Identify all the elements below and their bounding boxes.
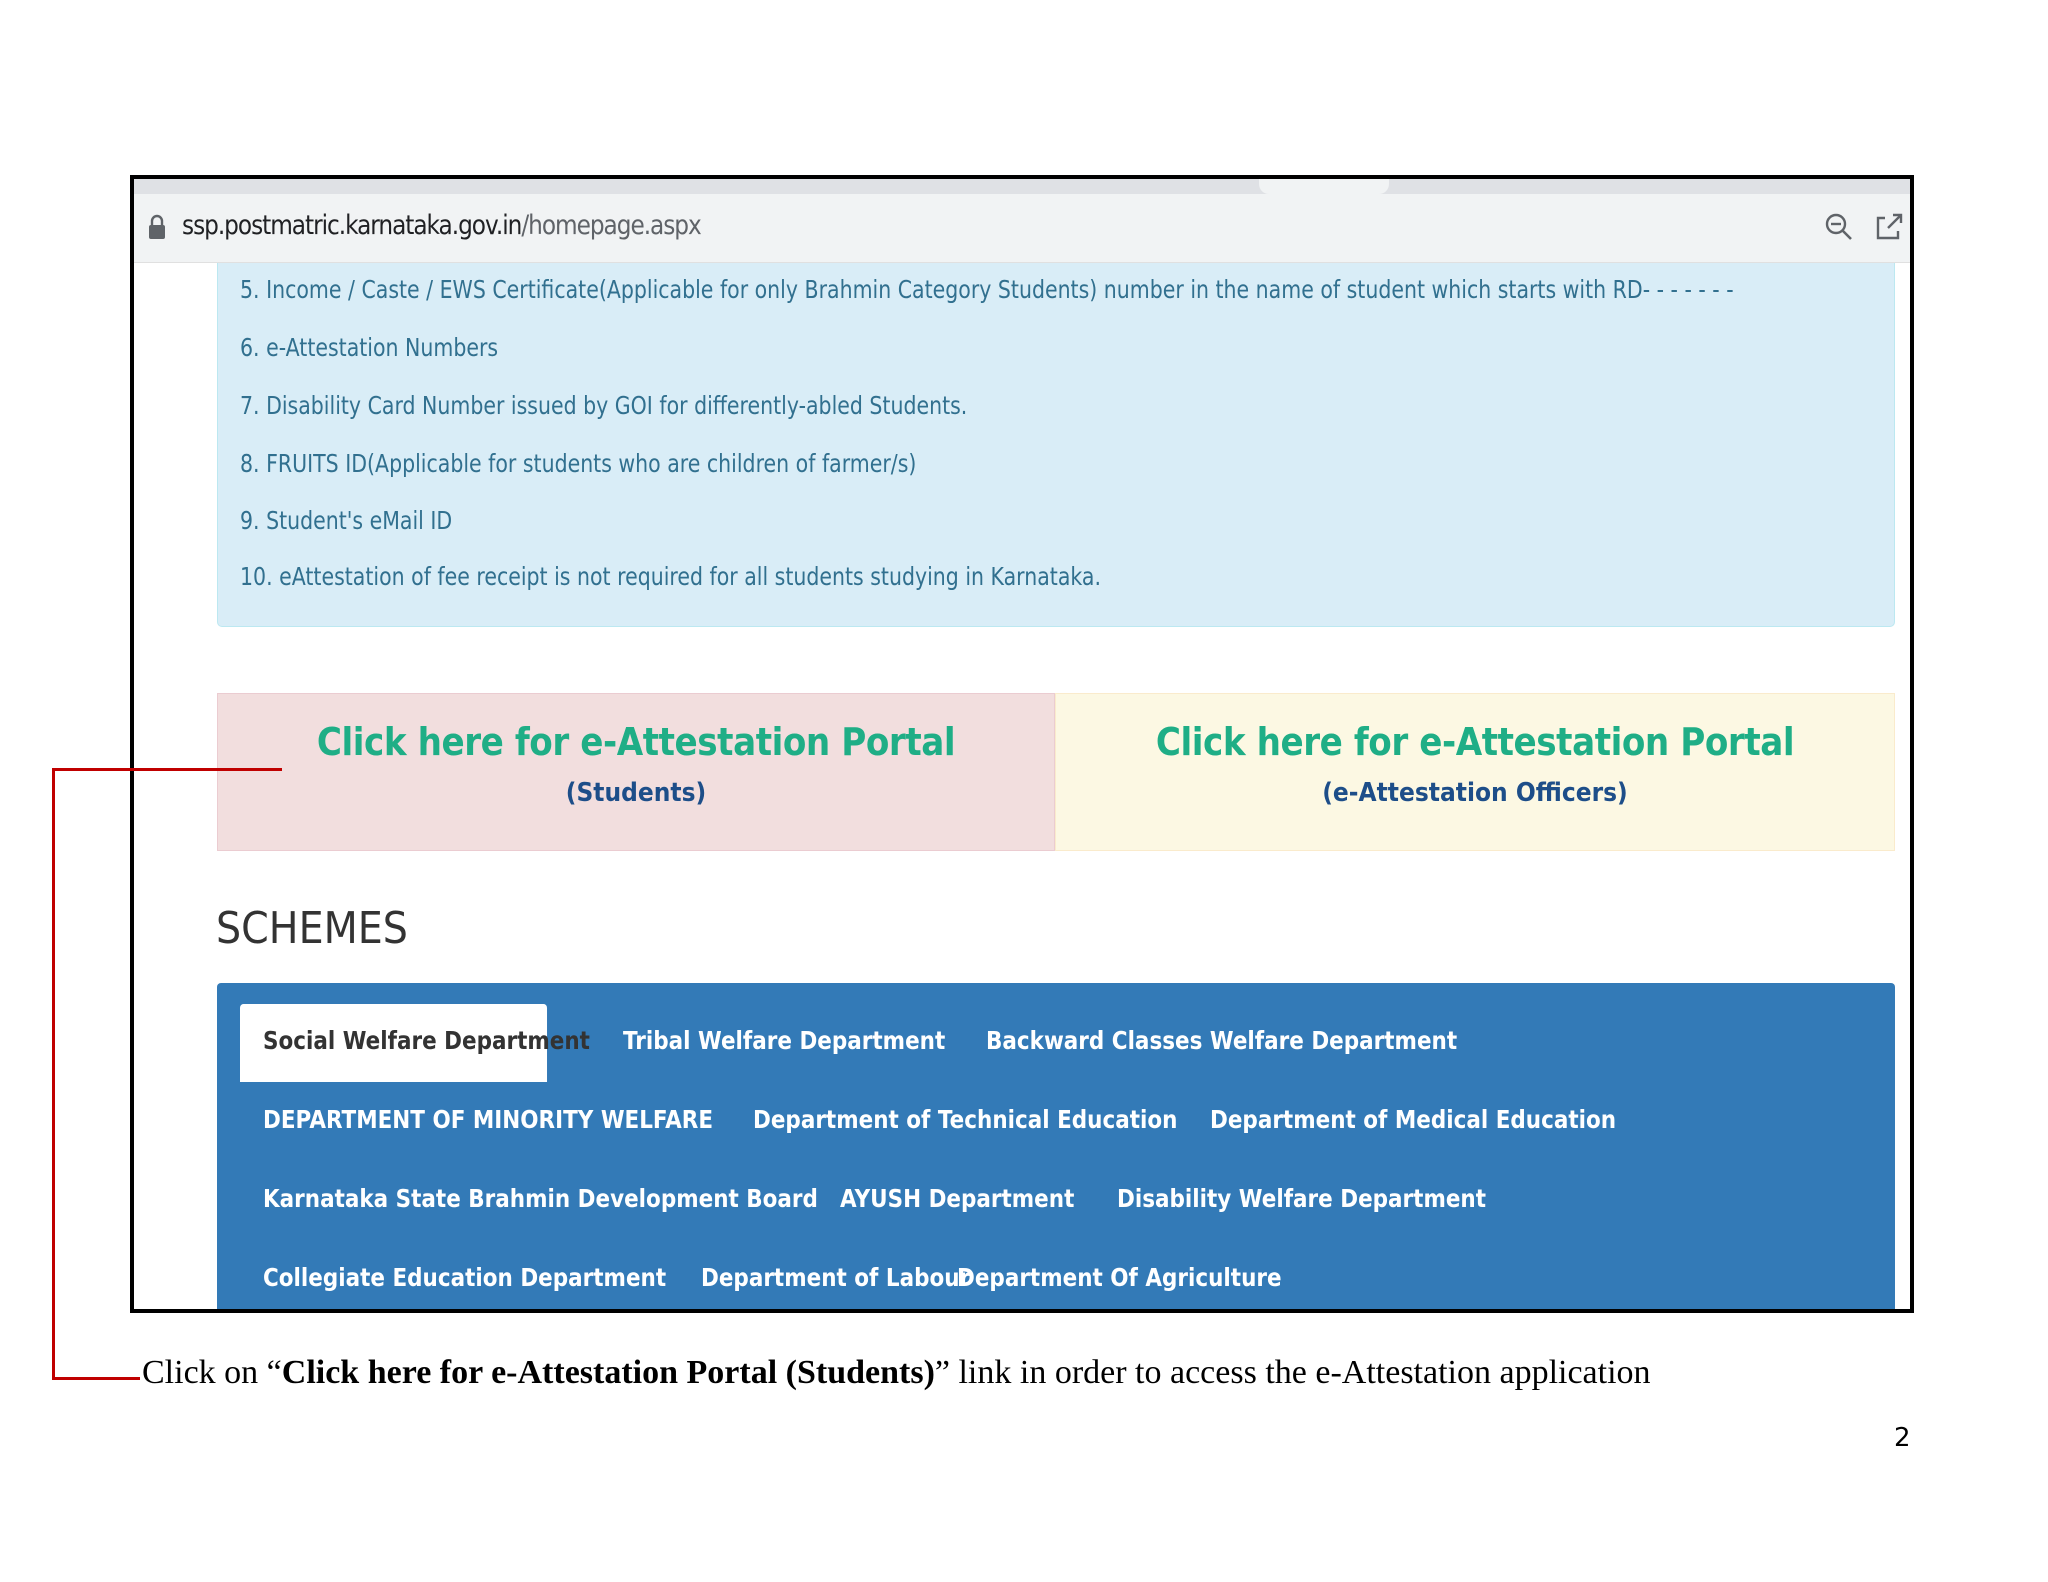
caption-bold: Click here for e-Attestation Portal (Students) (281, 1354, 935, 1391)
page-number: 2 (1894, 1423, 1911, 1453)
url-host: ssp.postmatric.karnataka.gov.in (182, 210, 522, 241)
info-item: 6. e-Attestation Numbers (240, 333, 499, 362)
browser-tab[interactable] (1259, 179, 1389, 194)
caption-prefix: Click on “ (142, 1354, 282, 1391)
browser-tab-strip (134, 179, 1910, 194)
info-item: 7. Disability Card Number issued by GOI for differently-abled Students. (240, 391, 968, 420)
share-icon[interactable] (1874, 212, 1904, 242)
callout-line-top (52, 768, 282, 771)
tab-technical-education[interactable]: Department of Technical Education (753, 1105, 1178, 1134)
lock-icon (148, 214, 166, 240)
info-item: 5. Income / Caste / EWS Certificate(Applicable for only Brahmin Category Students) number in the name of student which starts with RD- - - - - - - (240, 275, 1734, 304)
info-item: 10. eAttestation of fee receipt is not required for all students studying in Karnataka. (240, 562, 1101, 591)
students-portal-link[interactable] (217, 693, 1055, 851)
officers-portal-link[interactable] (1055, 693, 1895, 851)
instruction-caption (142, 1354, 1651, 1392)
page-content (134, 263, 1910, 1309)
students-portal-title: Click here for e-Attestation Portal (316, 720, 956, 764)
required-documents-box (217, 263, 1895, 627)
officers-portal-subtitle: (e-Attestation Officers) (1322, 778, 1628, 808)
tab-backward-classes[interactable]: Backward Classes Welfare Department (986, 1026, 1458, 1055)
tab-labour[interactable]: Department of Labour (701, 1263, 971, 1292)
portal-links (217, 693, 1895, 851)
info-item: 9. Student's eMail ID (240, 506, 453, 535)
url-path: /homepage.aspx (521, 210, 701, 241)
info-item: 8. FRUITS ID(Applicable for students who are children of farmer/s) (240, 449, 917, 478)
tab-collegiate-education[interactable]: Collegiate Education Department (263, 1263, 667, 1292)
tab-medical-education[interactable]: Department of Medical Education (1210, 1105, 1617, 1134)
students-portal-subtitle: (Students) (565, 778, 707, 808)
callout-line-vertical (52, 768, 55, 1380)
tab-tribal-welfare[interactable]: Tribal Welfare Department (623, 1026, 946, 1055)
url-text[interactable] (182, 210, 701, 241)
tab-ayush[interactable]: AYUSH Department (840, 1184, 1075, 1213)
tab-social-welfare[interactable]: Social Welfare Department (263, 1026, 590, 1055)
callout-line-bottom (52, 1377, 140, 1380)
schemes-heading: SCHEMES (216, 903, 408, 954)
tab-brahmin-board[interactable]: Karnataka State Brahmin Development Board (263, 1184, 818, 1213)
officers-portal-title: Click here for e-Attestation Portal (1155, 720, 1795, 764)
address-bar[interactable] (134, 194, 1910, 263)
browser-screenshot (130, 175, 1914, 1313)
tab-minority-welfare[interactable]: DEPARTMENT OF MINORITY WELFARE (263, 1105, 714, 1134)
caption-suffix: ” link in order to access the e-Attestation application (934, 1354, 1651, 1391)
schemes-tabs-panel (217, 983, 1895, 1313)
tab-disability-welfare[interactable]: Disability Welfare Department (1117, 1184, 1487, 1213)
tab-agriculture[interactable]: Department Of Agriculture (957, 1263, 1282, 1292)
zoom-out-icon[interactable] (1824, 212, 1854, 242)
